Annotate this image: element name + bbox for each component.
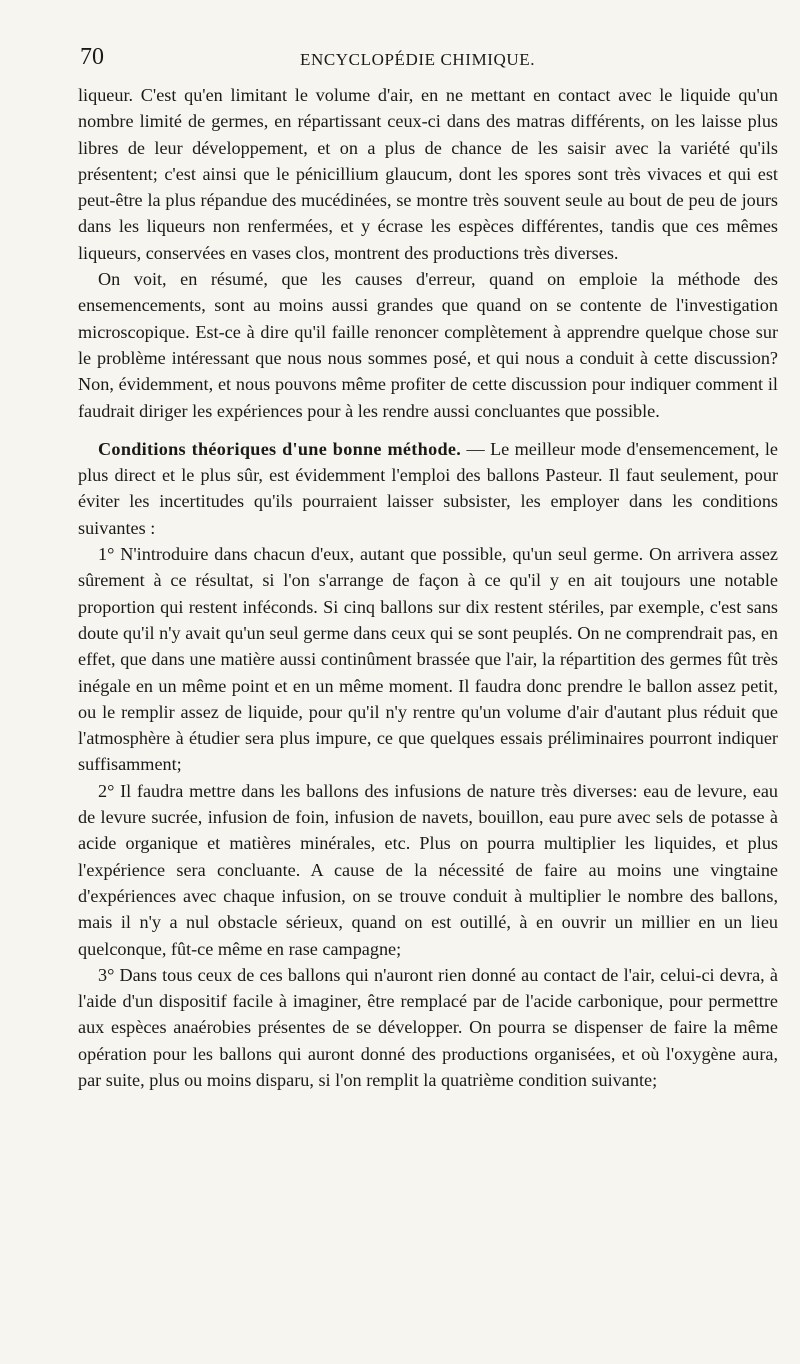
condition-item-3: 3° Dans tous ceux de ces ballons qui n'auront rien donné au contact de l'air, celui-ci devra, à l'aide d'un dispositif facile à imaginer, être remplacé par de l'acide carbonique, pour permettre aux espèces anaérobies présentes de se développer. On pourra se dispenser de faire la même opération pour les ballons qui auront donné des productions organisées, et où l'oxygène aura, par suite, plus ou moins disparu, si l'on remplit la quatrième condition suivante; [78,964,778,1090]
running-title: ENCYCLOPÉDIE CHIMIQUE. [300,50,536,69]
page-number: 70 [80,44,104,70]
condition-item-1: 1° N'introduire dans chacun d'eux, autant que possible, qu'un seul germe. On arrivera assez sûrement à ce résultat, si l'on s'arrange de façon à ce qu'il y en ait toujours une notable proportion qui restent inféconds. Si cinq ballons sur dix restent stériles, par exemple, c'est sans doute qu'il n'y avait qu'un seul germe dans ceux qui se sont peuplés. On ne comprendrait pas, en effet, que dans une matière aussi continûment brassée que l'air, la répartition des germes fût très inégale en un même point et en un même moment. Il faudra donc prendre le ballon assez petit, ou le remplir assez de liquide, pour qu'il n'y rentre qu'un volume d'air d'autant plus réduit que l'atmosphère à étudier sera plus impure, ce que quelques essais préliminaires pourront indiquer suffisamment; [78,544,778,775]
section-paragraph [78,436,778,541]
condition-item-2: 2° Il faudra mettre dans les ballons des infusions de nature très diverses: eau de levure, eau de levure sucrée, infusion de foin, infusion de navets, bouillon, eau pure avec sels de potasse à acide organique et matières minérales, etc. Plus on pourra multiplier les liquides, et plus l'expérience sera concluante. A cause de la nécessité de faire au moins une vingtaine d'expériences avec chaque infusion, on se trouve conduit à multiplier le nombre des ballons, mais il n'y a nul obstacle sérieux, quand on est outillé, à en ouvrir un millier en un lieu quelconque, fût-ce même en rase campagne; [78,780,778,959]
page-header [80,42,780,76]
paragraph-summary: On voit, en résumé, que les causes d'erreur, quand on emploie la méthode des ensemencements, sont au moins aussi grandes que quand on se contente de l'investigation microscopique. Est-ce à dire qu'il faille renoncer complètement à apprendre quelque chose sur le problème intéressant que nous nous sommes posé, et qui nous a conduit à cette discussion? Non, évidemment, et nous pouvons même profiter de cette discussion pour indiquer comment il faudrait diriger les expériences pour à les rendre aussi concluantes que possible. [78,269,778,421]
page-body [78,82,778,1093]
section-heading: Conditions théoriques d'une bonne méthode. [98,438,462,459]
paragraph-continuation: liqueur. C'est qu'en limitant le volume d'air, en ne mettant en contact avec le liquide qu'un nombre limité de germes, en répartissant ceux-ci dans des matras différents, on les laisse plus libres de leur développement, et on a plus de chance de les saisir avec la variété qu'ils présentent; c'est ainsi que le pénicillium glaucum, dont les spores sont très vivaces et qui est peut-être la plus répandue des mucédinées, se montre très souvent seule au bout de peu de jours dans les liqueurs non renfermées, et y écrase les espèces différentes, tandis que ces mêmes liqueurs, conservées en vases clos, montrent des productions très diverses. [78,85,778,263]
section-intro-text: — Le meilleur mode d'ensemencement, le plus direct et le plus sûr, est évidemment l'emploi des ballons Pasteur. Il faut seulement, pour éviter les incertitudes qu'ils pourraient laisser subsister, les employer dans les conditions suivantes : [78,438,778,538]
